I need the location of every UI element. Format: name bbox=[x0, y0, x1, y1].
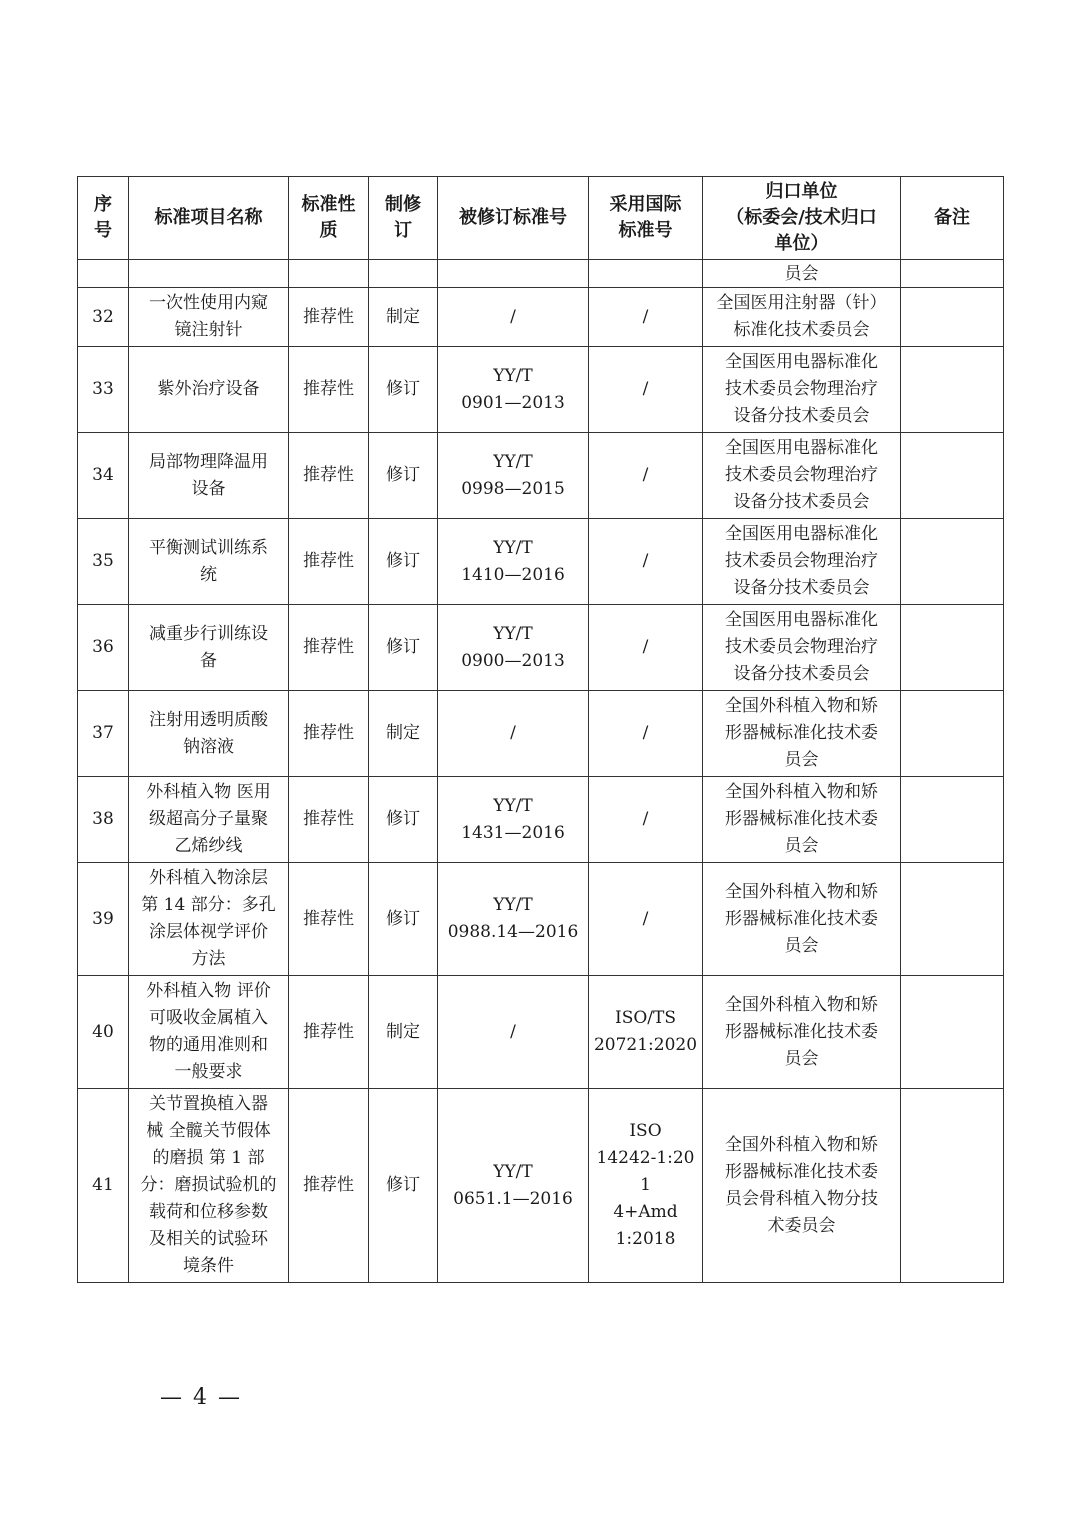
cell-remarks bbox=[901, 1089, 1004, 1283]
cell-revision: 修订 bbox=[369, 1089, 438, 1283]
header-revision: 制修 订 bbox=[369, 177, 438, 260]
cell-revised-std: YY/T 0651.1—2016 bbox=[438, 1089, 589, 1283]
cell-seq bbox=[78, 260, 129, 288]
cell-seq: 41 bbox=[78, 1089, 129, 1283]
cell-nature: 推荐性 bbox=[289, 1089, 369, 1283]
cell-unit: 全国外科植入物和矫 形器械标准化技术委 员会 bbox=[703, 691, 901, 777]
cell-intl-std bbox=[589, 260, 703, 288]
cell-remarks bbox=[901, 260, 1004, 288]
cell-nature: 推荐性 bbox=[289, 777, 369, 863]
cell-revised-std: / bbox=[438, 976, 589, 1089]
cell-nature: 推荐性 bbox=[289, 863, 369, 976]
cell-unit: 员会 bbox=[703, 260, 901, 288]
cell-name: 外科植入物 评价 可吸收金属植入 物的通用准则和 一般要求 bbox=[129, 976, 289, 1089]
cell-remarks bbox=[901, 347, 1004, 433]
cell-remarks bbox=[901, 691, 1004, 777]
cell-intl-std: / bbox=[589, 288, 703, 347]
table-row bbox=[78, 976, 1004, 1089]
table-row bbox=[78, 605, 1004, 691]
cell-unit: 全国外科植入物和矫 形器械标准化技术委 员会骨科植入物分技 术委员会 bbox=[703, 1089, 901, 1283]
cell-unit: 全国外科植入物和矫 形器械标准化技术委 员会 bbox=[703, 777, 901, 863]
header-remarks: 备注 bbox=[901, 177, 1004, 260]
cell-name bbox=[129, 260, 289, 288]
table-row bbox=[78, 433, 1004, 519]
table-row bbox=[78, 519, 1004, 605]
cell-nature: 推荐性 bbox=[289, 347, 369, 433]
header-seq: 序 号 bbox=[78, 177, 129, 260]
cell-unit: 全国医用电器标准化 技术委员会物理治疗 设备分技术委员会 bbox=[703, 433, 901, 519]
cell-revision: 制定 bbox=[369, 976, 438, 1089]
cell-nature: 推荐性 bbox=[289, 605, 369, 691]
cell-unit: 全国外科植入物和矫 形器械标准化技术委 员会 bbox=[703, 863, 901, 976]
cell-name: 一次性使用内窥 镜注射针 bbox=[129, 288, 289, 347]
page-number: — 4 — bbox=[160, 1385, 242, 1410]
header-nature: 标准性 质 bbox=[289, 177, 369, 260]
cell-unit: 全国医用注射器（针） 标准化技术委员会 bbox=[703, 288, 901, 347]
cell-remarks bbox=[901, 777, 1004, 863]
cell-nature: 推荐性 bbox=[289, 976, 369, 1089]
cell-name: 平衡测试训练系 统 bbox=[129, 519, 289, 605]
header-unit: 归口单位 （标委会/技术归口 单位） bbox=[703, 177, 901, 260]
cell-seq: 39 bbox=[78, 863, 129, 976]
cell-intl-std: / bbox=[589, 691, 703, 777]
table-body bbox=[78, 260, 1004, 1283]
table-row bbox=[78, 777, 1004, 863]
cell-revised-std: YY/T 0998—2015 bbox=[438, 433, 589, 519]
cell-revised-std: YY/T 0900—2013 bbox=[438, 605, 589, 691]
cell-intl-std: / bbox=[589, 519, 703, 605]
cell-intl-std: / bbox=[589, 347, 703, 433]
cell-seq: 40 bbox=[78, 976, 129, 1089]
cell-unit: 全国医用电器标准化 技术委员会物理治疗 设备分技术委员会 bbox=[703, 347, 901, 433]
cell-name: 局部物理降温用 设备 bbox=[129, 433, 289, 519]
cell-nature bbox=[289, 260, 369, 288]
cell-seq: 36 bbox=[78, 605, 129, 691]
cell-name: 关节置换植入器 械 全髋关节假体 的磨损 第 1 部 分：磨损试验机的 载荷和位移参数 及相关的试验环 境条件 bbox=[129, 1089, 289, 1283]
cell-seq: 33 bbox=[78, 347, 129, 433]
cell-seq: 37 bbox=[78, 691, 129, 777]
header-row bbox=[78, 177, 1004, 260]
cell-revision: 修订 bbox=[369, 863, 438, 976]
cell-seq: 32 bbox=[78, 288, 129, 347]
cell-revision: 修订 bbox=[369, 605, 438, 691]
cell-intl-std: / bbox=[589, 777, 703, 863]
cell-name: 紫外治疗设备 bbox=[129, 347, 289, 433]
header-revised-std: 被修订标准号 bbox=[438, 177, 589, 260]
cell-unit: 全国医用电器标准化 技术委员会物理治疗 设备分技术委员会 bbox=[703, 605, 901, 691]
cell-revision: 制定 bbox=[369, 288, 438, 347]
cell-seq: 35 bbox=[78, 519, 129, 605]
cell-intl-std: / bbox=[589, 863, 703, 976]
cell-name: 减重步行训练设 备 bbox=[129, 605, 289, 691]
cell-revised-std: YY/T 1410—2016 bbox=[438, 519, 589, 605]
cell-remarks bbox=[901, 976, 1004, 1089]
cell-revised-std bbox=[438, 260, 589, 288]
cell-name: 外科植入物 医用 级超高分子量聚 乙烯纱线 bbox=[129, 777, 289, 863]
cell-name: 外科植入物涂层 第 14 部分：多孔 涂层体视学评价 方法 bbox=[129, 863, 289, 976]
cell-intl-std: ISO 14242-1:201 4+Amd 1:2018 bbox=[589, 1089, 703, 1283]
cell-unit: 全国外科植入物和矫 形器械标准化技术委 员会 bbox=[703, 976, 901, 1089]
cell-unit: 全国医用电器标准化 技术委员会物理治疗 设备分技术委员会 bbox=[703, 519, 901, 605]
cell-intl-std: / bbox=[589, 433, 703, 519]
cell-revised-std: YY/T 0901—2013 bbox=[438, 347, 589, 433]
cell-revised-std: / bbox=[438, 691, 589, 777]
table-row bbox=[78, 691, 1004, 777]
cell-intl-std: / bbox=[589, 605, 703, 691]
cell-nature: 推荐性 bbox=[289, 691, 369, 777]
cell-seq: 38 bbox=[78, 777, 129, 863]
cell-seq: 34 bbox=[78, 433, 129, 519]
cell-revision: 修订 bbox=[369, 433, 438, 519]
cell-revised-std: / bbox=[438, 288, 589, 347]
table-row bbox=[78, 347, 1004, 433]
standards-table bbox=[77, 176, 1004, 1283]
cell-remarks bbox=[901, 863, 1004, 976]
cell-revision bbox=[369, 260, 438, 288]
table-row bbox=[78, 288, 1004, 347]
cell-nature: 推荐性 bbox=[289, 288, 369, 347]
cell-revised-std: YY/T 0988.14—2016 bbox=[438, 863, 589, 976]
cell-revision: 制定 bbox=[369, 691, 438, 777]
table-row bbox=[78, 260, 1004, 288]
header-name: 标准项目名称 bbox=[129, 177, 289, 260]
header-intl-std: 采用国际 标准号 bbox=[589, 177, 703, 260]
cell-remarks bbox=[901, 288, 1004, 347]
cell-remarks bbox=[901, 605, 1004, 691]
cell-revision: 修订 bbox=[369, 347, 438, 433]
cell-remarks bbox=[901, 433, 1004, 519]
cell-revision: 修订 bbox=[369, 519, 438, 605]
cell-revision: 修订 bbox=[369, 777, 438, 863]
table-row bbox=[78, 863, 1004, 976]
cell-name: 注射用透明质酸 钠溶液 bbox=[129, 691, 289, 777]
cell-intl-std: ISO/TS 20721:2020 bbox=[589, 976, 703, 1089]
cell-revised-std: YY/T 1431—2016 bbox=[438, 777, 589, 863]
cell-remarks bbox=[901, 519, 1004, 605]
cell-nature: 推荐性 bbox=[289, 433, 369, 519]
cell-nature: 推荐性 bbox=[289, 519, 369, 605]
table-row bbox=[78, 1089, 1004, 1283]
